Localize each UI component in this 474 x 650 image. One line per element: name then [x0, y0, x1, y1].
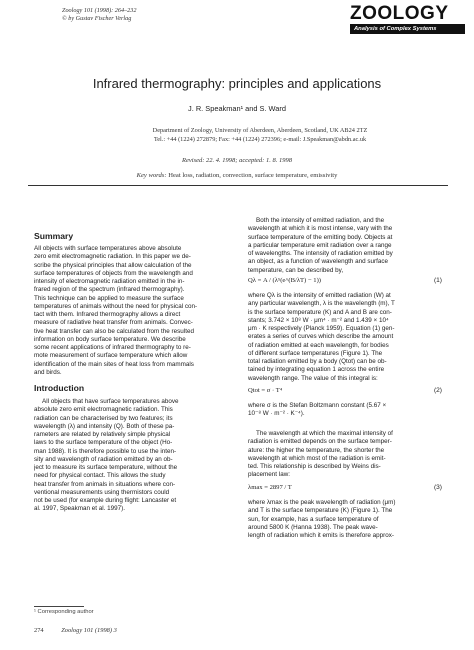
- text-line: erates a series of curves which describe the amount: [248, 333, 394, 341]
- introduction-text: [34, 398, 232, 514]
- text-line: radiation can be characterised by two features; its: [34, 414, 173, 422]
- text-line: ject to measure its surface temperature, without the: [34, 464, 178, 471]
- article-dates: Revised: 22. 4. 1998; accepted: 1. 8. 1998: [182, 157, 292, 164]
- text-line: All objects that have surface temperatures above: [42, 398, 179, 405]
- text-line: wavelength at which it is most intense, vary with the: [248, 225, 393, 233]
- footnote-rule: [34, 606, 84, 607]
- text-line: The wavelength at which the maximal intensity of: [256, 430, 393, 437]
- introduction-heading: Introduction: [34, 383, 85, 393]
- text-line: information on body surface temperature. We describe: [34, 335, 186, 343]
- text-line: scribe the physical principles that allow calculation of the: [34, 261, 192, 269]
- text-line: sun, for example, has a surface temperature of: [248, 515, 379, 523]
- text-line: absolute zero emit electromagnetic radiation. This: [34, 406, 173, 414]
- page-footer: [34, 627, 117, 634]
- affiliation-line: Department of Zoology, University of Aberdeen, Aberdeen, Scotland, UK AB24 2TZ: [152, 127, 368, 134]
- text-line: intensity of electromagnetic radiation emitted in the in-: [34, 278, 185, 285]
- text-line: heat transfer from animals in situations where con-: [34, 480, 176, 488]
- text-line: ventional measurements using thermistors could: [34, 488, 170, 496]
- text-line: total radiation emitted by a body (Qtot) can be ob-: [248, 358, 387, 365]
- text-line: some recent applications of infrared thermography to re-: [34, 344, 191, 351]
- publisher-line: © by Gustav Fischer Verlag: [62, 15, 132, 22]
- article-title: Infrared thermography: principles and applications: [92, 76, 382, 91]
- equation-1-number: (1): [433, 277, 442, 284]
- text-line: wavelength (λ) and intensity (Q). Both of these pa-: [34, 422, 175, 430]
- summary-heading: Summary: [34, 231, 74, 241]
- journal-citation: Zoology 101 (1998): 264–232: [62, 7, 137, 14]
- text-line: wavelength range. The value of this integral is:: [248, 374, 378, 382]
- keywords: [30, 172, 444, 179]
- text-line: temperature, can be described by,: [248, 266, 344, 274]
- summary-text: [34, 245, 232, 377]
- text-line: need for physical contact. This allows the study: [34, 472, 166, 480]
- equation-3: [248, 483, 444, 492]
- text-line: zero emit electromagnetic radiation. In this paper we de-: [34, 253, 191, 261]
- affiliation: [60, 127, 460, 144]
- contact-line: Tel.: +44 (1224) 272879; Fax: +44 (1224) 272396; e-mail: J.Speakman@abdn.ac.uk: [153, 135, 367, 143]
- text-line: surface temperatures of objects from the wavelength and: [34, 269, 193, 277]
- footer-journal: Zoology 101 (1998) 3: [61, 627, 117, 634]
- journal-header: [62, 7, 136, 23]
- text-line: where Qλ is the intensity of emitted radiation (W) at: [248, 292, 391, 299]
- text-line: where λmax is the peak wavelength of radiation (μm): [248, 499, 396, 506]
- text-line: man 1988). It is therefore possible to use the inten-: [34, 447, 177, 455]
- body-paragraph-5: [248, 499, 444, 540]
- journal-logo: [350, 4, 465, 34]
- text-line: tact with them. Infrared thermography allows a direct: [34, 311, 181, 318]
- text-line: ature: the higher the temperature, the shorter the: [248, 446, 385, 454]
- text-line: This technique can be applied to measure the surface: [34, 294, 184, 302]
- text-line: wavelength at which most of the radiation is emit-: [248, 454, 386, 462]
- keywords-text: Heat loss, radiation, convection, surface temperature, emissivity: [168, 172, 338, 179]
- text-line: tive heat transfer can also be calculated from the resulted: [34, 327, 194, 335]
- body-paragraph-3: [248, 402, 444, 419]
- text-line: stants; 3.742 × 10⁸ W · μm⁴ · m⁻² and 1.439 × 10⁴: [248, 316, 389, 324]
- body-paragraph-1: [248, 217, 444, 275]
- text-line: any particular wavelength, λ is the wavelength (m), T: [248, 300, 395, 308]
- logo-word: ZOOLOGY: [350, 3, 449, 24]
- text-line: of radiation emitted at each wavelength, for bodies: [248, 341, 389, 349]
- text-line: ted. This relationship is described by Weins dis-: [248, 463, 381, 470]
- text-line: laws to the surface temperature of the object (Ho-: [34, 439, 173, 447]
- logo-tagline: Analysis of Complex Systems: [350, 24, 465, 34]
- text-line: mote measurement of surface temperature which allow: [34, 352, 188, 360]
- text-line: is the surface temperature (K) and A and B are con-: [248, 308, 392, 316]
- text-line: a particular temperature emit radiation over a range: [248, 241, 392, 249]
- text-line: μm · K respectively (Planck 1959). Equation (1) gen-: [248, 325, 395, 332]
- text-line: identification of the main sites of heat loss from mammals: [34, 360, 194, 368]
- text-line: tained by integrating equation 1 across the entire: [248, 366, 385, 374]
- text-line: Both the intensity of emitted radiation, and the: [256, 217, 385, 224]
- text-line: not be used (for example during flight: Lancaster et: [34, 497, 177, 504]
- equation-2-formula: Qtot = σ · T⁴: [248, 387, 283, 394]
- equation-2-number: (2): [433, 387, 442, 394]
- text-line: where σ is the Stefan Boltzmann constant (5.67 ×: [248, 402, 387, 409]
- keywords-label: Key words:: [136, 172, 167, 179]
- equation-2: [248, 386, 444, 395]
- text-line: All objects with surface temperatures above absolute: [34, 245, 182, 252]
- equation-1-formula: Qλ = A / (λ⁵(e^(B/λT) − 1)): [248, 277, 321, 284]
- text-line: an object, as a function of wavelength and surface: [248, 258, 389, 266]
- header-rule: [28, 185, 448, 186]
- text-line: 10⁻⁸ W · m⁻² · K⁻⁴).: [248, 410, 305, 418]
- text-line: length of radiation which it emits is therefore approx-: [248, 532, 394, 539]
- text-line: radiation is emitted depends on the surface temper-: [248, 438, 392, 446]
- text-line: around 5800 K (Hanna 1938). The peak wave-: [248, 523, 378, 531]
- text-line: measure of radiative heat transfer from animals. Convec-: [34, 319, 193, 327]
- equation-1: [248, 276, 444, 285]
- text-line: placement law:: [248, 471, 290, 479]
- page-number: 274: [34, 627, 44, 634]
- text-line: frared region of the spectrum (infrared thermography).: [34, 286, 185, 294]
- equation-3-number: (3): [433, 484, 442, 491]
- text-line: and T is the surface temperature (K) (Figure 1). The: [248, 507, 393, 515]
- text-line: rameters are related by relatively simple physical: [34, 431, 171, 438]
- body-paragraph-2: [248, 292, 444, 383]
- footnote: ¹ Corresponding author: [34, 609, 94, 615]
- text-line: temperatures of animals without the need for physical con-: [34, 302, 198, 310]
- article-authors: J. R. Speakman¹ and S. Ward: [188, 104, 286, 113]
- text-line: al. 1997, Speakman et al. 1997).: [34, 505, 126, 513]
- equation-3-formula: λmax = 2897 / T: [248, 484, 292, 491]
- text-line: and birds.: [34, 368, 62, 376]
- text-line: of different surface temperatures (Figure 1). The: [248, 349, 383, 357]
- body-paragraph-4: [248, 430, 444, 480]
- text-line: surface temperature of the emitting body. Objects at: [248, 233, 393, 241]
- text-line: of wavelengths. The intensity of radiation emitted by: [248, 250, 393, 257]
- text-line: sity and wavelength of radiation emitted by an ob-: [34, 455, 173, 463]
